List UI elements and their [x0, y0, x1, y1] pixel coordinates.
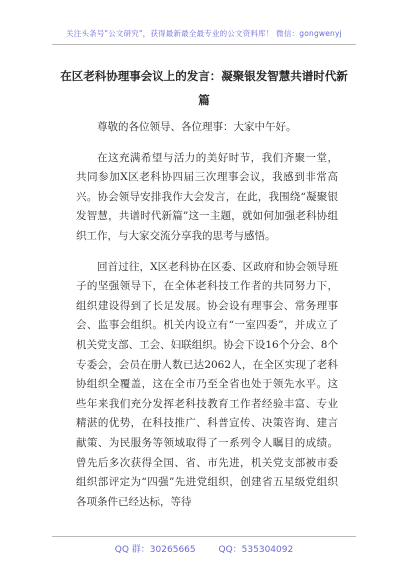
header-notice: 关注头条号"公文研究"，获得最新最全最专业的公文资料库！ 微信：gongwenyj — [66, 29, 342, 38]
footer-divider — [52, 536, 356, 537]
footer-contacts — [0, 542, 408, 555]
footer-qq: QQ：535304092 — [218, 545, 294, 555]
salutation: 尊敬的各位领导、各位理事：大家中午好。 — [97, 121, 297, 133]
body-paragraph-2: 回首过往，X区老科协在区委、区政府和协会领导班子的坚强领导下，在全体老科技工作者的共同努力下，组织建设得到了长足发展。协会设有理事会、常务理事会、监事会组织。机关内设立有“一室四委”，并成立了机关党支部、工会、妇联组织。协会下设16个分会、8个专委会，会员在册人数已达2062人，在全区实现了老科协组织全覆盖，这在全市乃至全省也处于领先水平。这些年来我们充分发挥老科技教育工作者经验丰富、专业精湛的优势，在科技推广、科普宣传、决策咨询、建言献策、为民服务等领域取得了一系列令人瞩目的成绩。曾先后多次获得全国、省、市先进，机关党支部被市委组织部评定为“四强”先进党组织，创建省五星级党组织各项条件已经达标，等待 — [76, 260, 338, 508]
document-title: 在区老科协理事会议上的发言：凝聚银发智慧共谱时代新篇 — [60, 69, 348, 107]
document-body — [76, 118, 338, 523]
body-paragraph-1: 在这充满希望与活力的美好时节，我们齐聚一堂，共同参加X区老科协四届三次理事会议，我感到非常高兴。协会领导安排我作大会发言，在此，我围绕“凝聚银发智慧，共谱时代新篇”这一主题，就如何加强老科协组织工作，与大家交流分享我的思考与感悟。 — [76, 151, 338, 242]
footer-qq-group: QQ 群：30265665 — [114, 545, 196, 555]
header-divider — [52, 44, 356, 45]
